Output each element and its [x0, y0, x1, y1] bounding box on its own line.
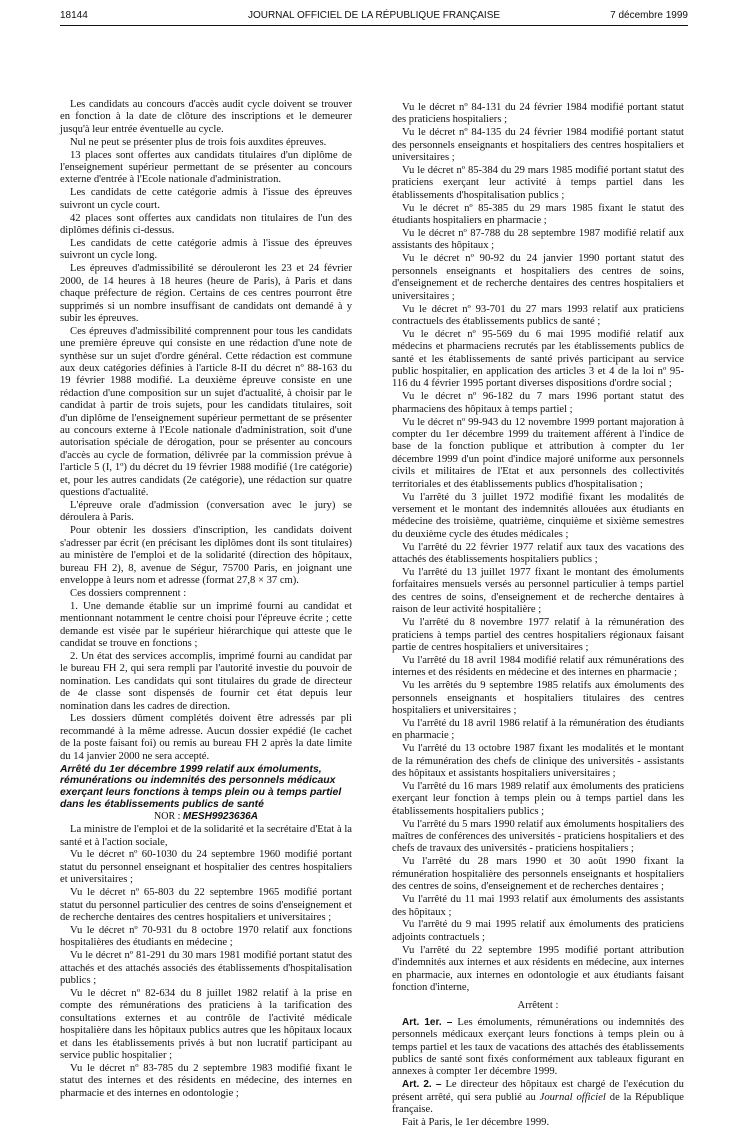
paragraph: Vu l'arrêté du 9 mai 1995 relatif aux émoluments des praticiens adjoints contractuels ;: [392, 919, 684, 943]
article-2-text-b: de la République française.: [392, 1091, 684, 1116]
left-column: [60, 99, 352, 1101]
paragraph: Vu l'arrêté du 22 septembre 1995 modifié portant attribution d'indemnités aux internes et aux résidents en médecine, aux internes en pharmacie, aux internes en odontologie et aux étudiants faisant fonction d'interne,: [392, 944, 684, 993]
paragraph: Les candidats de cette catégorie admis à l'issue des épreuves suivront un cycle long.: [60, 237, 352, 262]
left-column-visas: [60, 824, 352, 1100]
paragraph: L'épreuve orale d'admission (conversation avec le jury) se déroulera à Paris.: [60, 500, 352, 524]
paragraph: Les candidats au concours d'accès audit cycle doivent se trouver en fonction à la date de clôture des inscriptions et le demeurer jusqu'à leur entrée éventuelle au cycle.: [60, 99, 352, 135]
article-1: [392, 1017, 684, 1079]
nor-label: NOR :: [154, 811, 181, 823]
paragraph: Vu le décret nº 83-785 du 2 septembre 1983 modifié fixant le statut des internes et des résidents en médecine, des internes en pharmacie et des internes en odontologie ;: [60, 1062, 352, 1099]
page-number: 18144: [60, 10, 88, 21]
paragraph: Vu l'arrêté du 13 octobre 1987 fixant les modalités et le montant de la rémunération des chefs de clinique des universités - assistants des hôpitaux et assistants hospitaliers universitaires ;: [392, 743, 684, 780]
paragraph: Vu le décret nº 81-291 du 30 mars 1981 modifié portant statut des attachés et des attachés associés des établissements d'hospitalisation publics ;: [60, 950, 352, 986]
arretent-heading: Arrêtent :: [517, 1000, 559, 1012]
issue-date: 7 décembre 1999: [610, 10, 688, 21]
paragraph: Vu le décret nº 82-634 du 8 juillet 1982 relatif à la prise en compte des rémunérations des praticiens à la tarification des consultations externes et au contrôle de l'activité médicale hospitalière dans les hôpitaux publics autres que les hôpitaux locaux et dans les établissements privés à but non lucratif participant au service public hospitalier ;: [60, 987, 352, 1061]
journal-officiel-ref: Journal officiel: [539, 1091, 606, 1103]
article-2-text-a: Le directeur des hôpitaux est chargé de l'exécution du présent arrêté, qui sera publié au: [392, 1079, 684, 1103]
paragraph: Vu le décret nº 90-92 du 24 janvier 1990 portant statut des personnels enseignants et hospitaliers des centres de soins, d'enseignement et de recherche dentaires des centres hospitaliers et universitaires ;: [392, 253, 684, 302]
paragraph: Vu le décret nº 84-135 du 24 février 1984 modifié portant statut des personnels enseignants et hospitaliers des centres hospitaliers et universitaires ;: [392, 127, 684, 164]
article-1-text: Les émoluments, rémunérations ou indemnités des personnels médicaux exerçant leurs fonctions à temps plein ou à temps partiel et les taux de vacations des attachés des établissements publics de santé sont fixés conformément aux tableaux figurant en annexes à compter 1er décembre 1999.: [392, 1016, 684, 1078]
paragraph: 13 places sont offertes aux candidats titulaires d'un diplôme de l'enseignement supérieur permettant de se présenter au concours externe d'entrée à l'Ecole nationale d'administration.: [60, 149, 352, 186]
paragraph: Vu l'arrêté du 18 avril 1984 modifié relatif aux rémunérations des internes et des résidents en médecine et des internes en pharmacie ;: [392, 654, 684, 679]
paragraph: Vu le décret nº 84-131 du 24 février 1984 modifié portant statut des praticiens hospitaliers ;: [392, 102, 684, 126]
decree-title: Arrêté du 1er décembre 1999 relatif aux émoluments, rémunérations ou indemnités des personnels médicaux exerçant leurs fonctions à temps plein ou à temps partiel dans les établissements publics de santé: [60, 763, 342, 810]
paragraph: 1. Une demande établie sur un imprimé fourni au candidat et mentionnant notamment le centre choisi pour l'épreuve écrite ; cette demande est visée par le supérieur hiérarchique qui atteste que le candidat se trouve en fonctions ;: [60, 600, 352, 649]
article-2-label: Art. 2. –: [402, 1079, 442, 1091]
paragraph: 42 places sont offertes aux candidats non titulaires de l'un des diplômes définis ci-dessus.: [60, 212, 352, 237]
article-1-label: Art. 1er. –: [402, 1016, 453, 1028]
paragraph: Vu l'arrêté du 3 juillet 1972 modifié fixant les modalités de versement et le montant des indemnités allouées aux étudiants en médecine des troisième, quatrième, cinquième et sixième semestres du deuxième cycle des études médicales ;: [392, 491, 684, 540]
paragraph: Les épreuves d'admissibilité se dérouleront les 23 et 24 février 2000, de 14 heures à 18 heures (heure de Paris), à Paris et dans chaque préfecture de région. Certains de ces centres pourront être supprimés si un nombre insuffisant de candidats ont demandé à y subir les épreuves.: [60, 263, 352, 324]
paragraph: Les dossiers dûment complétés doivent être adressés par pli recommandé à la même adresse. Aucun dossier expédié (le cachet de la poste faisant foi) ou remis au bureau FH 2 après la date limite du 14 janvier 2000 ne sera accepté.: [60, 713, 352, 762]
paragraph: Vu l'arrêté du 16 mars 1989 relatif aux émoluments des praticiens exerçant leur fonction à temps plein ou à temps partiel dans les établissements hospitaliers publics ;: [392, 780, 684, 817]
paragraph: Vu l'arrêté du 18 avril 1986 relatif à la rémunération des étudiants en pharmacie ;: [392, 717, 684, 742]
paragraph: Vu le décret nº 93-701 du 27 mars 1993 relatif aux praticiens contractuels des établissements publics de santé ;: [392, 303, 684, 327]
paragraph: Vu le décret nº 99-943 du 12 novembre 1999 portant majoration à compter du 1er décembre 1999 du traitement afférent à l'indice de base de la fonction publique et attribution à compter du 1er décembre 1999 d'un point d'indice majoré uniforme aux personnels civils et militaires de l'Etat et aux personnels des collectivités territoriales et des établissements publics d'hospitalisation ;: [392, 416, 684, 490]
article-2: [392, 1079, 684, 1116]
paragraph: Vu le décret nº 85-385 du 29 mars 1985 fixant le statut des étudiants hospitaliers en pharmacie ;: [392, 202, 684, 227]
paragraph: Les candidats de cette catégorie admis à l'issue des épreuves suivront un cycle court.: [60, 187, 352, 211]
paragraph: La ministre de l'emploi et de la solidarité et la secrétaire d'Etat à la santé et à l'action sociale,: [60, 824, 352, 848]
paragraph: Vu le décret nº 60-1030 du 24 septembre 1960 modifié portant statut du personnel enseignant et hospitalier des centres hospitaliers et universitaires ;: [60, 849, 352, 886]
paragraph: Vu l'arrêté du 22 février 1977 relatif aux taux des vacations des attachés des établissements hospitaliers publics ;: [392, 541, 684, 566]
paragraph: Vu l'arrêté du 11 mai 1993 relatif aux émoluments des assistants des hôpitaux ;: [392, 894, 684, 918]
right-column-visas: [392, 102, 684, 994]
page-header: [60, 10, 688, 24]
paragraph: Pour obtenir les dossiers d'inscription, les candidats doivent s'adresser par écrit (en précisant les diplômes dont ils sont titulaires) au ministère de l'emploi et de la solidarité (direction des hôpitaux, bureau FH 2), 8, avenue de Ségur, 75700 Paris, en joignant une enveloppe à leurs nom et adresse (format 27,8 × 37 cm).: [60, 525, 352, 586]
paragraph: Vu le décret nº 70-931 du 8 octobre 1970 relatif aux fonctions hospitalières des étudiants en médecine ;: [60, 924, 352, 949]
paragraph: Vu l'arrêté du 8 novembre 1977 relatif à la rémunération des praticiens à temps partiel des centres hospitaliers régionaux faisant partie de centres hospitaliers et universitaires ;: [392, 617, 684, 653]
nor-code: MESH9923636A: [182, 811, 258, 823]
paragraph: Vu le décret nº 87-788 du 28 septembre 1987 modifié relatif aux assistants des hôpitaux ;: [392, 228, 684, 252]
paragraph: Vu le décret nº 65-803 du 22 septembre 1965 modifié portant statut du personnel particulier des centres de soins d'enseignement et de recherche dentaires des centres hospitaliers et universitaires ;: [60, 887, 352, 923]
paragraph: Vu le décret nº 95-569 du 6 mai 1995 modifié relatif aux médecins et pharmaciens recrutés par les établissements publics de santé et les établissements de santé privés participant au service public hospitalier, en application des articles 3 et 4 de la loi nº 95-116 du 4 février 1995 portant diverses dispositions d'ordre social ;: [392, 328, 684, 390]
paragraph: Vu les arrêtés du 9 septembre 1985 relatifs aux émoluments des personnels enseignants et hospitaliers titulaires des centres hospitaliers et universitaires ;: [392, 680, 684, 716]
nor-reference: [60, 811, 352, 823]
right-column: [392, 102, 684, 1130]
closing-line: Fait à Paris, le 1er décembre 1999.: [402, 1117, 550, 1128]
left-column-text: [60, 99, 352, 763]
paragraph: Vu le décret nº 85-384 du 29 mars 1985 modifié portant statut des praticiens exerçant leur activité à temps partiel dans les établissements d'hospitalisation publics ;: [392, 165, 684, 201]
journal-title: JOURNAL OFFICIEL DE LA RÉPUBLIQUE FRANÇAISE: [247, 10, 501, 21]
header-rule: [60, 25, 688, 26]
paragraph: Vu le décret nº 96-182 du 7 mars 1996 portant statut des pharmaciens des hôpitaux à temps partiel ;: [392, 391, 684, 415]
paragraph: Ces épreuves d'admissibilité comprennent pour tous les candidats une première épreuve qui consiste en une rédaction d'une note de synthèse sur un sujet d'ordre général. Cette rédaction est commune aux deux catégories définies à l'article 8-II du décret nº 88-163 du 19 février 1988 modifié. La deuxième épreuve consiste en une rédaction d'une composition sur un sujet d'actualité, à choisir par le candidat à partir de trois sujets, pour les candidats titulaires, soit d'un diplôme de l'enseignement supérieur permettant de se présenter au concours externe à l'Ecole nationale d'administration, soit d'une autorisation spéciale de dérogation, pour se présenter au concours d'accès au cycle de formation, délivrée par la commission prévue à l'article 5 (I, 1º) du décret du 19 février 1988 modifié (1re catégorie) et, pour les autres candidats (2e catégorie), une rédaction sur quatre questions d'actualité.: [60, 325, 352, 499]
paragraph: Vu l'arrêté du 13 juillet 1977 fixant le montant des émoluments forfaitaires mensuels versés au personnel particulier à temps partiel des centres de soins, d'enseignement et de recherche dentaires à raison de leur activité hospitalière ;: [392, 567, 684, 616]
paragraph: Nul ne peut se présenter plus de trois fois auxdites épreuves.: [70, 136, 327, 148]
paragraph: Ces dossiers comprennent :: [70, 587, 187, 599]
paragraph: Vu l'arrêté du 28 mars 1990 et 30 août 1990 fixant la rémunération hospitalière des personnels enseignants et hospitaliers des centres de soins, d'enseignement et de recherches dentaires ;: [392, 856, 684, 893]
paragraph: 2. Un état des services accomplis, imprimé fourni au candidat par le bureau FH 2, qui sera rempli par l'autorité investie du pouvoir de nomination. Les candidats qui sont titulaires du grade de directeur de 4e classe sont dispensés de fournir cet état depuis leur nomination dans les cadres de direction.: [60, 650, 352, 712]
paragraph: Vu l'arrêté du 5 mars 1990 relatif aux émoluments hospitaliers des maîtres de conférences des universités - praticiens hospitaliers et des chefs de travaux des universités - praticiens hospitaliers ;: [392, 818, 684, 855]
